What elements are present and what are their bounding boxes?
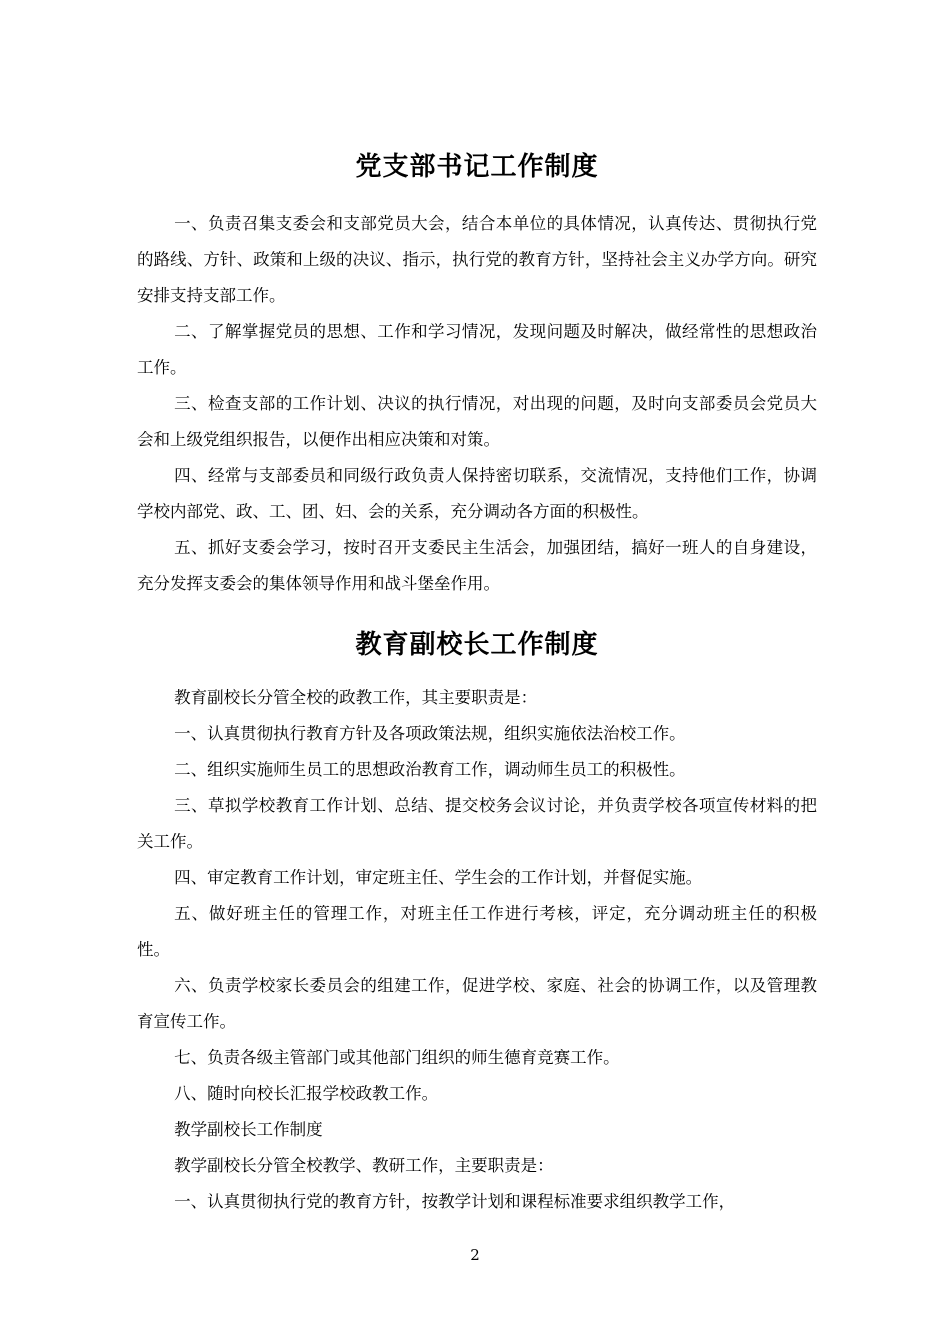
paragraph: 八、随时向校长汇报学校政教工作。 xyxy=(174,1084,439,1103)
paragraph: 四、经常与支部委员和同级行政负责人保持密切联系，交流情况，支持他们工作，协调学校内部党、政、工、团、妇、会的关系，充分调动各方面的积极性。 xyxy=(137,466,817,521)
paragraph: 三、草拟学校教育工作计划、总结、提交校务会议讨论，并负责学校各项宣传材料的把关工作。 xyxy=(137,796,817,851)
page-number: 2 xyxy=(470,1246,480,1264)
paragraph: 六、负责学校家长委员会的组建工作，促进学校、家庭、社会的协调工作，以及管理教育宣传工作。 xyxy=(137,976,817,1031)
paragraph: 一、认真贯彻执行教育方针及各项政策法规，组织实施依法治校工作。 xyxy=(174,724,686,743)
paragraph: 五、抓好支委会学习，按时召开支委民主生活会，加强团结，搞好一班人的自身建设，充分发挥支委会的集体领导作用和战斗堡垒作用。 xyxy=(137,538,817,593)
paragraph: 一、认真贯彻执行党的教育方针，按教学计划和课程标准要求组织教学工作， xyxy=(174,1192,736,1211)
paragraph: 教育副校长分管全校的政教工作，其主要职责是： xyxy=(174,688,538,707)
paragraph: 三、检查支部的工作计划、决议的执行情况，对出现的问题，及时向支部委员会党员大会和上级党组织报告，以便作出相应决策和对策。 xyxy=(137,394,817,449)
paragraph: 教学副校长分管全校教学、教研工作，主要职责是： xyxy=(174,1156,554,1175)
subsection-heading: 教学副校长工作制度 xyxy=(174,1120,323,1139)
section-title-party-secretary: 党支部书记工作制度 xyxy=(355,152,599,182)
paragraph: 二、组织实施师生员工的思想政治教育工作，调动师生员工的积极性。 xyxy=(174,760,686,779)
paragraph: 七、负责各级主管部门或其他部门组织的师生德育竞赛工作。 xyxy=(174,1048,620,1067)
paragraph: 二、了解掌握党员的思想、工作和学习情况，发现问题及时解决，做经常性的思想政治工作。 xyxy=(137,322,817,377)
page-content xyxy=(137,150,817,1220)
paragraph: 四、审定教育工作计划，审定班主任、学生会的工作计划，并督促实施。 xyxy=(174,868,703,887)
paragraph: 五、做好班主任的管理工作，对班主任工作进行考核，评定，充分调动班主任的积极性。 xyxy=(137,904,817,959)
section-title-education-vice-principal: 教育副校长工作制度 xyxy=(355,630,599,660)
paragraph: 一、负责召集支委会和支部党员大会，结合本单位的具体情况，认真传达、贯彻执行党的路线、方针、政策和上级的决议、指示，执行党的教育方针，坚持社会主义办学方向。研究安排支持支部工作。 xyxy=(137,214,817,305)
